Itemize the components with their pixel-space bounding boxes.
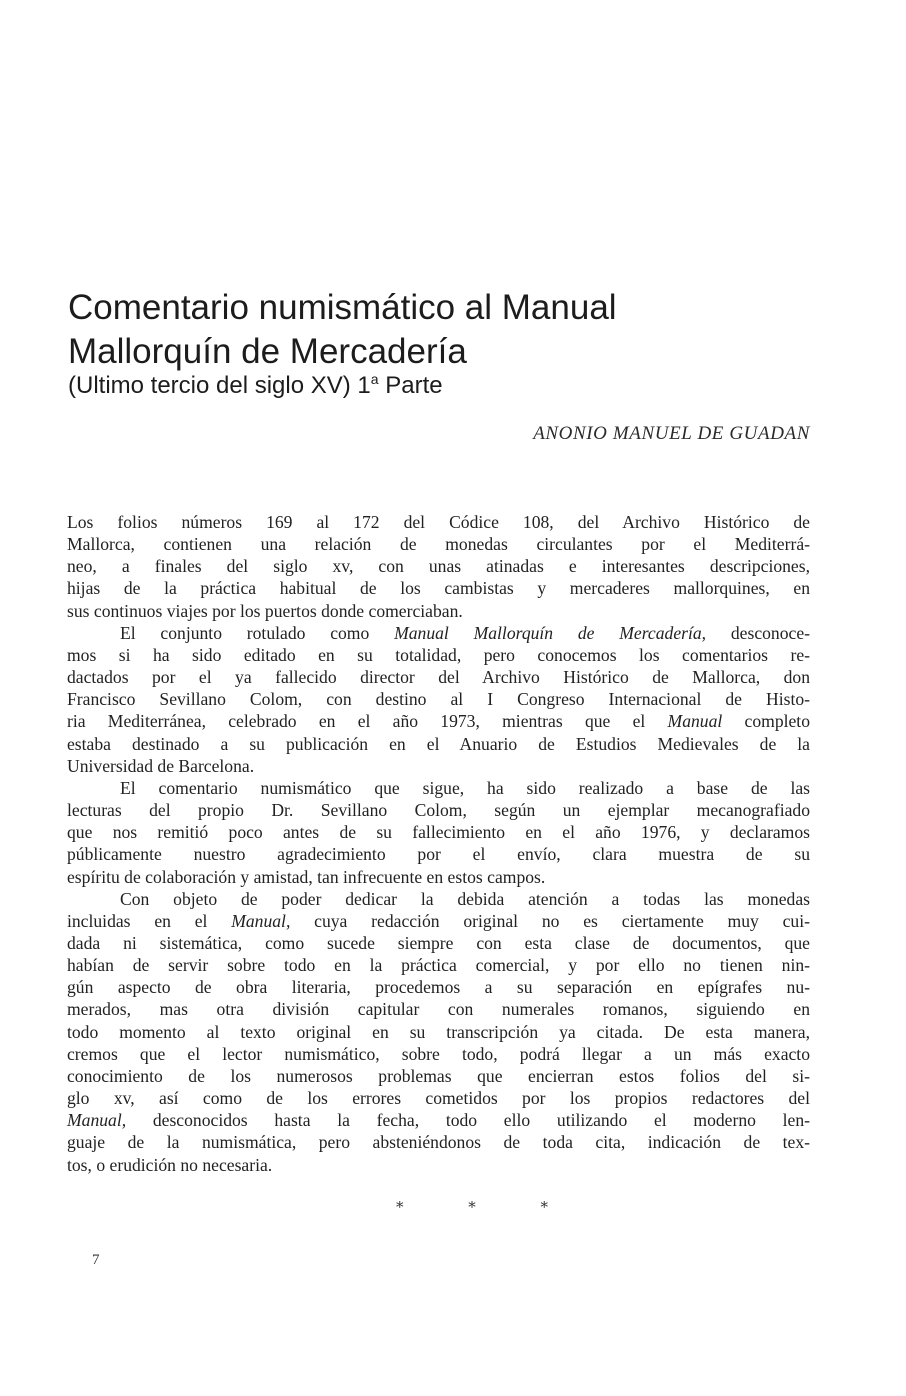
body-line: cremos que el lector numismático, sobre todo, podrá llegar a un más exacto [67,1043,810,1064]
article-subtitle [68,371,443,401]
italic-title-reference: Manual [667,711,723,732]
body-line: gún aspecto de obra literaria, procedemos a su separación en epígrafes nu- [67,977,810,998]
body-line: sus continuos viajes por los puertos donde comerciaban. [67,600,463,621]
body-line: El comentario numismático que sigue, ha sido realizado a base de las [120,777,810,798]
subtitle-text: (Ultimo tercio del siglo XV) 1 [68,372,371,399]
body-line: conocimiento de los numerosos problemas que encierran estos folios del si- [67,1065,810,1086]
italic-title-reference: Manual Mallorquín de Mercadería, [394,622,707,643]
body-line-text: cuya redacción original no es ciertamente muy cui- [290,910,810,931]
body-line: espíritu de colaboración y amistad, tan infrecuente en estos campos. [67,866,546,887]
body-line: glo xv, así como de los errores cometidos por los propios redactores del [67,1088,810,1109]
title-line-2: Mallorquín de Mercadería [68,332,467,371]
body-line: tos, o erudición no necesaria. [67,1154,273,1175]
article-title [68,286,828,374]
body-line: neo, a finales del siglo xv, con unas atinadas e interesantes descripciones, [67,556,810,577]
body-line: estaba destinado a su publicación en el Anuario de Estudios Medievales de la [67,733,810,754]
body-line: mos si ha sido editado en su totalidad, pero conocemos los comentarios re- [67,644,810,665]
body-line: Con objeto de poder dedicar la debida atención a todas las monedas [120,888,810,909]
body-line: lecturas del propio Dr. Sevillano Colom, según un ejemplar mecanografiado [67,800,810,821]
body-line-text: completo [722,711,810,732]
body-line: Universidad de Barcelona. [67,755,255,776]
body-line: hijas de la práctica habitual de los cambistas y mercaderes mallorquines, en [67,578,810,599]
author-name: ANONIO MANUEL DE GUADAN [533,423,810,444]
body-line-text: incluidas en el [67,910,232,931]
body-line-text: ria Mediterránea, celebrado en el año 1973, mientras que el [67,711,668,732]
body-line: todo momento al texto original en su transcripción ya citada. De esta manera, [67,1021,810,1042]
body-line: habían de servir sobre todo en la práctica comercial, y por ello no tienen nin- [67,955,810,976]
body-line-text: El conjunto rotulado como [120,622,395,643]
italic-title-reference: Manual, [67,1110,127,1131]
body-line [67,1109,810,1131]
body-line-text: desconocidos hasta la fecha, todo ello utilizando el moderno len- [126,1110,810,1131]
page-number: 7 [92,1252,100,1268]
body-line: Los folios números 169 al 172 del Códice 108, del Archivo Histórico de [67,512,810,532]
subtitle-suffix: Parte [378,372,443,399]
body-line: Mallorca, contienen una relación de monedas circulantes por el Mediterrá- [67,534,810,555]
italic-title-reference: Manual, [231,910,291,931]
body-line: guaje de la numismática, pero absteniéndonos de toda cita, indicación de tex- [67,1132,810,1153]
body-line [67,622,810,644]
body-line [67,910,810,932]
body-line: Francisco Sevillano Colom, con destino al I Congreso Internacional de Histo- [67,689,810,710]
body-line: que nos remitió poco antes de su fallecimiento en el año 1976, y declaramos [67,822,810,843]
body-line: dactados por el ya fallecido director del Archivo Histórico de Mallorca, don [67,667,810,688]
body-line: dada ni sistemática, como sucede siempre con esta clase de documentos, que [67,932,810,953]
section-separator: * * * [396,1198,579,1216]
subtitle-superscript: a [370,371,379,387]
title-line-1: Comentario numismático al Manual [68,288,617,327]
body-line: públicamente nuestro agradecimiento por el envío, clara muestra de su [67,844,810,865]
body-line [67,710,810,732]
body-line: merados, mas otra división capitular con numerales romanos, siguiendo en [67,999,810,1020]
body-line-text: desconoce- [706,622,810,643]
article-body [67,511,810,1176]
